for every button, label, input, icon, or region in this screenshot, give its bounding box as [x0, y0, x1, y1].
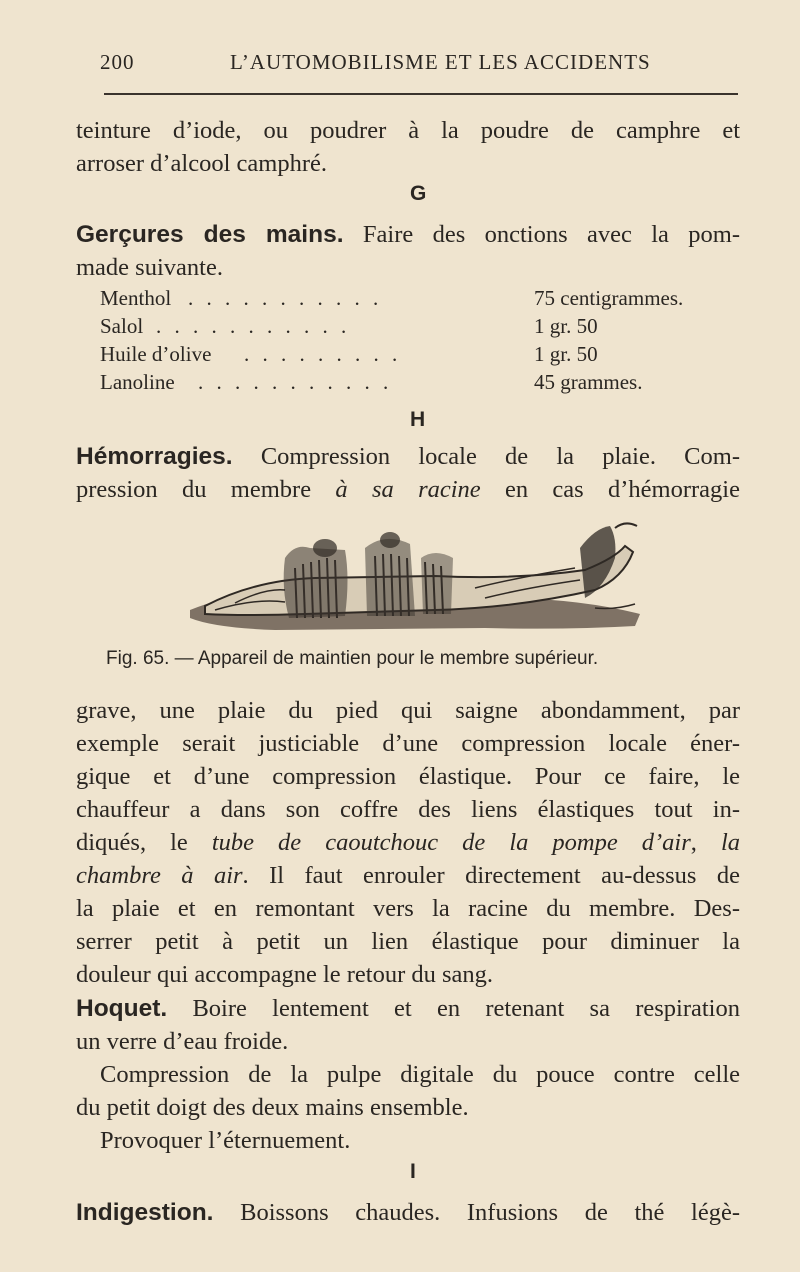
indigestion-heading: Indigestion. — [76, 1199, 214, 1226]
header-rule — [104, 93, 738, 95]
body-paragraph — [76, 694, 740, 991]
text-line: exemple serait justiciable d’une compression locale éner- — [76, 730, 740, 757]
text-line: chauffeur a dans son coffre des liens élastiques tout in- — [76, 796, 740, 823]
recipe-row — [100, 312, 720, 340]
text-line — [76, 1196, 740, 1229]
ingredient-name: Salol — [100, 314, 144, 338]
leader-dots: . . . . . . . . . . . — [188, 286, 383, 310]
leader-dots: . . . . . . . . . — [244, 342, 402, 366]
text-line: teinture d’iode, ou poudrer à la poudre de camphre et — [76, 117, 740, 144]
section-letter-i: I — [410, 1160, 416, 1183]
text-line: arroser d’alcool camphré. — [76, 150, 327, 177]
text-line: Compression de la pulpe digitale du pouce contre celle — [100, 1061, 740, 1088]
hoquet-heading: Hoquet. — [76, 995, 168, 1022]
text-run: Boire lentement et en retenant sa respiration — [167, 995, 740, 1022]
ingredient-name: Huile d’olive — [100, 342, 212, 366]
text-run: en cas d’hémorragie — [480, 476, 740, 503]
text-line — [76, 826, 740, 859]
hoquet-paragraph — [76, 992, 740, 1157]
recipe-row — [100, 284, 720, 312]
recipe-row — [100, 340, 720, 368]
ingredient-qty: 1 gr. 50 — [534, 314, 598, 338]
text-line: du petit doigt des deux mains ensemble. — [76, 1094, 469, 1121]
text-line — [76, 440, 740, 473]
section-letter-g: G — [410, 182, 427, 205]
italic-run: la — [720, 829, 741, 856]
ingredient-name: Lanoline — [100, 370, 175, 394]
gercures-paragraph — [76, 218, 740, 284]
ingredient-qty: 45 grammes. — [534, 370, 643, 394]
page-number: 200 — [100, 50, 135, 74]
text-line: la plaie et en remontant vers la racine du membre. Des- — [76, 895, 740, 922]
text-line: grave, une plaie du pied qui saigne abondamment, par — [76, 697, 740, 724]
text-run: Faire des onctions avec la pom- — [343, 221, 741, 248]
italic-run: à sa racine — [335, 476, 481, 503]
text-line: douleur qui accompagne le retour du sang. — [76, 961, 494, 988]
recipe-row — [100, 368, 720, 396]
running-head — [100, 50, 740, 80]
italic-run: chambre à air — [76, 862, 243, 889]
text-run: . Il faut enrouler directement au-dessus de — [242, 862, 740, 889]
hemorragies-paragraph — [76, 440, 740, 506]
text-run: pression du membre — [76, 476, 336, 503]
leader-dots: . . . . . . . . . . . — [156, 314, 351, 338]
text-run: Boissons chaudes. Infusions de thé légè- — [213, 1199, 740, 1226]
text-run: Compression locale de la plaie. Com- — [232, 443, 740, 470]
italic-run: tube de caoutchouc de la pompe d’air — [211, 829, 691, 856]
text-line — [76, 218, 740, 251]
figure-caption: Fig. 65. — Appareil de maintien pour le membre supérieur. — [106, 648, 599, 669]
text-line: serrer petit à petit un lien élastique pour diminuer la — [76, 928, 740, 955]
leader-dots: . . . . . . . . . . . — [198, 370, 393, 394]
running-title: L’AUTOMOBILISME ET LES ACCIDENTS — [230, 50, 651, 74]
gercures-heading: Gerçures des mains. — [76, 221, 344, 248]
text-line: Provoquer l’éternuement. — [100, 1127, 351, 1154]
text-line: un verre d’eau froide. — [76, 1028, 289, 1055]
text-line: gique et d’une compression élastique. Pour ce faire, le — [76, 763, 740, 790]
text-line — [76, 473, 740, 506]
ingredient-name: Menthol — [100, 286, 172, 310]
text-line — [76, 992, 740, 1025]
section-letter-h: H — [410, 408, 426, 431]
ingredient-qty: 75 centigrammes. — [534, 286, 684, 310]
hemorragies-heading: Hémorragies. — [76, 443, 233, 470]
text-line — [76, 859, 740, 892]
intro-paragraph — [76, 114, 740, 180]
text-run: , — [690, 829, 721, 856]
recipe-list — [100, 284, 720, 396]
indigestion-paragraph — [76, 1196, 740, 1229]
text-line: made suivante. — [76, 254, 223, 281]
text-run: diqués, le — [76, 829, 212, 856]
ingredient-qty: 1 gr. 50 — [534, 342, 598, 366]
arm-apparatus-illustration — [185, 518, 645, 638]
